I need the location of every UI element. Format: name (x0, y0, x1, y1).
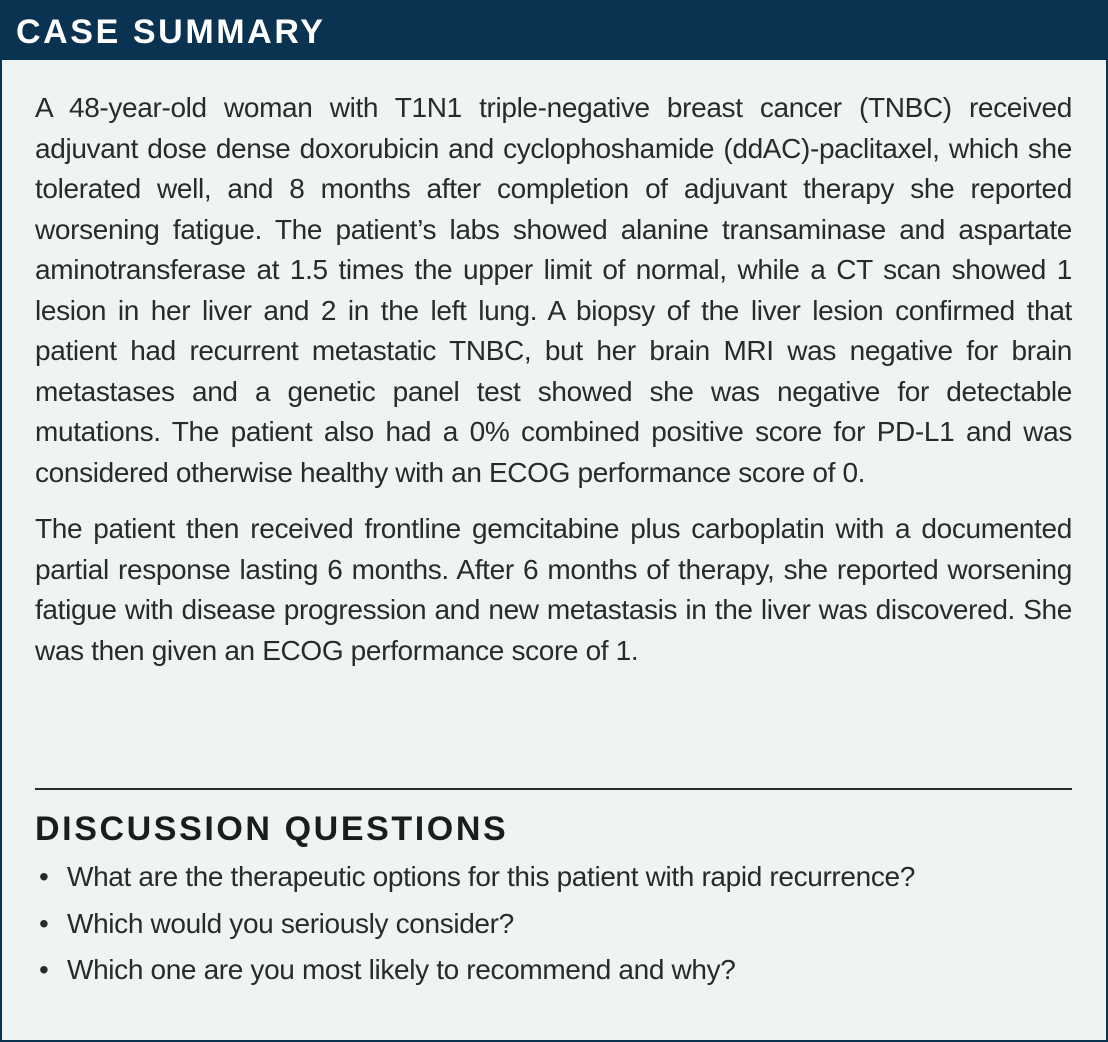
question-text: Which would you seriously consider? (67, 907, 514, 939)
case-paragraph-1: A 48-year-old woman with T1N1 triple-negative breast cancer (TNBC) received adjuvant dose dense doxorubicin and cyclophoshamide (ddAC)-paclitaxel, which she tolerated well, and 8 months after completion of adjuvant therapy she reported worsening fatigue. The patient’s labs showed alanine transaminase and aspartate aminotransferase at 1.5 times the upper limit of normal, while a CT scan showed 1 lesion in her liver and 2 in the left lung. A biopsy of the liver lesion confirmed that patient had recurrent metastatic TNBC, but her brain MRI was negative for brain metastases and a genetic panel test showed she was negative for detectable mutations. The patient also had a 0% combined positive score for PD-L1 and was considered otherwise healthy with an ECOG performance score of 0. (35, 92, 1072, 488)
bullet-icon: • (39, 954, 49, 985)
bullet-icon: • (39, 861, 49, 892)
case-paragraph-2: The patient then received frontline gemcitabine plus carboplatin with a documented partial response lasting 6 months. After 6 months of therapy, she reported worsening fatigue with disease progression and new metastasis in the liver was discovered. She was then given an ECOG performance score of 1. (35, 513, 1072, 666)
case-summary-title: CASE SUMMARY (16, 13, 326, 51)
question-item (35, 901, 1072, 948)
question-item (35, 854, 1072, 901)
question-text: Which one are you most likely to recommend and why? (67, 954, 736, 985)
section-divider (35, 788, 1072, 790)
question-text: What are the therapeutic options for this patient with rapid recurrence? (67, 861, 915, 892)
discussion-questions-title: DISCUSSION QUESTIONS (35, 810, 509, 848)
header-bar (2, 2, 1106, 60)
case-summary-body (35, 88, 1072, 671)
discussion-questions-list (35, 854, 1072, 994)
question-item (35, 947, 1072, 994)
bullet-icon: • (39, 907, 49, 939)
